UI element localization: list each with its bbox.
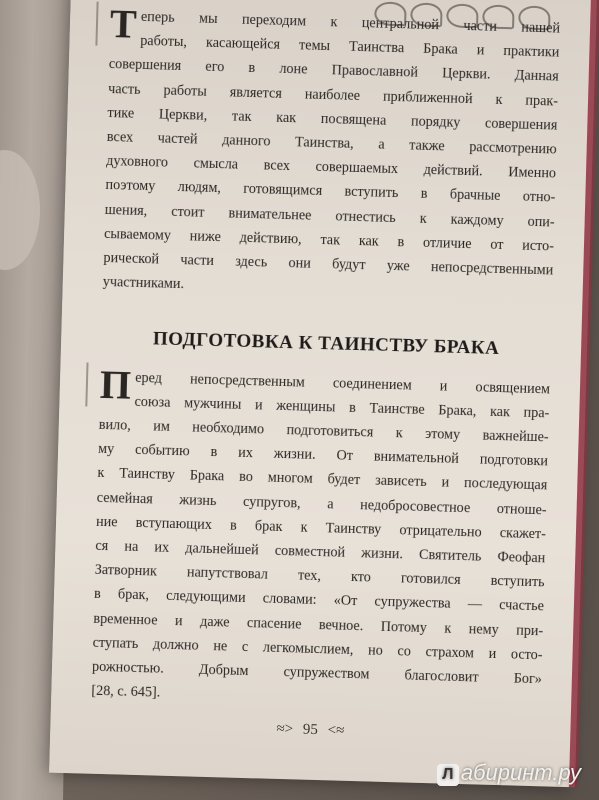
paragraph-lines (102, 28, 559, 307)
left-ornament-icon: ≈> (276, 720, 294, 738)
text-line: совершения его в лоне Православной Церкви. Данная (108, 56, 559, 85)
text-line: духовного смысла всех совершаемых действий. Именно (105, 153, 557, 182)
section-heading: ПОДГОТОВКА К ТАИНСТВУ БРАКА (152, 328, 500, 360)
page-number: 95 (302, 721, 319, 739)
text-line: работы, касающейся темы Таинства Брака и практики (139, 33, 560, 61)
text-line: поэтому людям, готовящимся вступить в брачные отно- (105, 177, 556, 206)
labirint-logo-icon: Л (437, 764, 459, 786)
dropcap (99, 361, 132, 408)
text-line: часть работы является наиболее приближенной к прак- (107, 80, 559, 110)
dropcap-letter: П (99, 361, 132, 408)
book-page (49, 0, 591, 787)
text-line: му событию в их жизни. От внимательной подготовки (97, 441, 549, 470)
dropcap-ornament (95, 2, 110, 46)
paragraph-intro (102, 1, 561, 307)
text-line: тике Церкви, так как посвящена порядку совершения (107, 104, 558, 134)
watermark-text: абиринт.ру (460, 760, 581, 785)
text-line: еперь мы переходим к центральной части нашей (140, 8, 561, 37)
text-line: к Таинству Брака во многом будет зависеть и последующая (97, 465, 548, 494)
text-line: еред непосредственным соединением и освящением (135, 369, 551, 398)
text-line: вило, им необходимо подготовиться к этому важнейше- (98, 416, 549, 446)
text-line: шения, стоит внимательнее отнестись к каждому опи- (104, 201, 555, 231)
text-line: в брак, следующими словами: «От супружества — счастье (93, 586, 545, 615)
text-line: рической части здесь они будут уже непосредственными (103, 249, 554, 279)
text-line: временное и даже спасение вечное. Потому к нему при- (93, 610, 544, 639)
page-text (91, 1, 561, 716)
text-line: [28, с. 645]. (91, 683, 161, 701)
text-line: участниками. (102, 274, 185, 293)
dropcap-ornament (85, 362, 100, 406)
paragraph-main (91, 361, 551, 716)
right-ornament-icon: <≈ (327, 722, 345, 739)
text-line: Затворник напутствовал тех, кто готовился вступить (94, 562, 545, 591)
text-line: рожностью. Добрым супружеством благословит Бог» (91, 658, 543, 688)
text-line: ступать должно не с легкомыслием, но со страхом и осто- (92, 634, 543, 664)
dropcap (109, 1, 138, 47)
paragraph-lines (91, 389, 550, 716)
page-footer (50, 715, 570, 747)
watermark (437, 760, 581, 786)
text-line: сываемому ниже действию, так как в отличие от исто- (103, 225, 555, 255)
text-line: ся на их дальнейшей совместной жизни. Святитель Феофан (95, 537, 546, 567)
text-line: союза мужчины и женщины в Таинстве Брака, как пра- (134, 393, 550, 422)
dropcap-letter: Т (109, 1, 138, 47)
text-line: ние вступающих в брак к Таинству отрицательно скажет- (95, 513, 547, 543)
text-line: всех частей данного Таинства, а также рассмотрению (106, 128, 557, 158)
text-line: семейная жизнь супругов, а недобросовестное отноше- (96, 489, 547, 519)
